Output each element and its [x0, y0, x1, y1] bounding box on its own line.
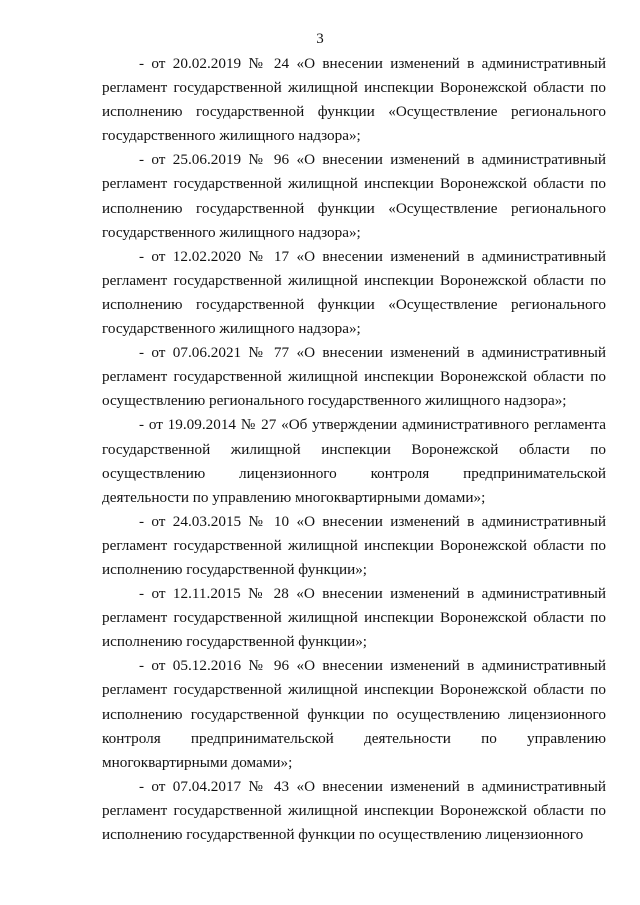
paragraph-amendment-2017-04-07: - от 07.04.2017 № 43 «О внесении изменений в административный регламент государственной жилищной инспекции Воронежской области по исполнению государственной функции по осуществлению лицензионного [102, 777, 606, 843]
paragraph-amendment-2020-02-12: - от 12.02.2020 № 17 «О внесении изменений в административный регламент государственной жилищной инспекции Воронежской области по исполнению государственной функции «Осуществление регионального государственного жилищного надзора»; [102, 247, 606, 338]
paragraph-regulation-2014-09-19: - от 19.09.2014 № 27 «Об утверждении административного регламента государственной жилищной инспекции Воронежской области по осуществлению лицензионного контроля предпринимательской деятельности по управлению многоквартирными домами»; [102, 416, 606, 506]
document-body [102, 52, 606, 847]
paragraph-amendment-2021-06-07: - от 07.06.2021 № 77 «О внесении изменений в административный регламент государственной жилищной инспекции Воронежской области по осуществлению регионального государственного жилищного надзора»; [102, 344, 606, 410]
paragraph-amendment-2015-11-12: - от 12.11.2015 № 28 «О внесении изменений в административный регламент государственной жилищной инспекции Воронежской области по исполнению государственной функции»; [102, 585, 606, 651]
paragraph-amendment-2015-03-24: - от 24.03.2015 № 10 «О внесении изменений в административный регламент государственной жилищной инспекции Воронежской области по исполнению государственной функции»; [102, 512, 606, 578]
page-number: 3 [316, 31, 324, 47]
paragraph-amendment-2016-12-05: - от 05.12.2016 № 96 «О внесении изменений в административный регламент государственной жилищной инспекции Воронежской области по исполнению государственной функции по осуществлению лицензионного контроля предпринимательской деятельности по управлению многоквартирными домами»; [102, 657, 606, 771]
paragraph-amendment-2019-06-25: - от 25.06.2019 № 96 «О внесении изменений в административный регламент государственной жилищной инспекции Воронежской области по исполнению государственной функции «Осуществление регионального государственного жилищного надзора»; [102, 151, 606, 241]
paragraph-amendment-2019-02-20: - от 20.02.2019 № 24 «О внесении изменений в административный регламент государственной жилищной инспекции Воронежской области по исполнению государственной функции «Осуществление регионального государственного жилищного надзора»; [102, 55, 606, 145]
